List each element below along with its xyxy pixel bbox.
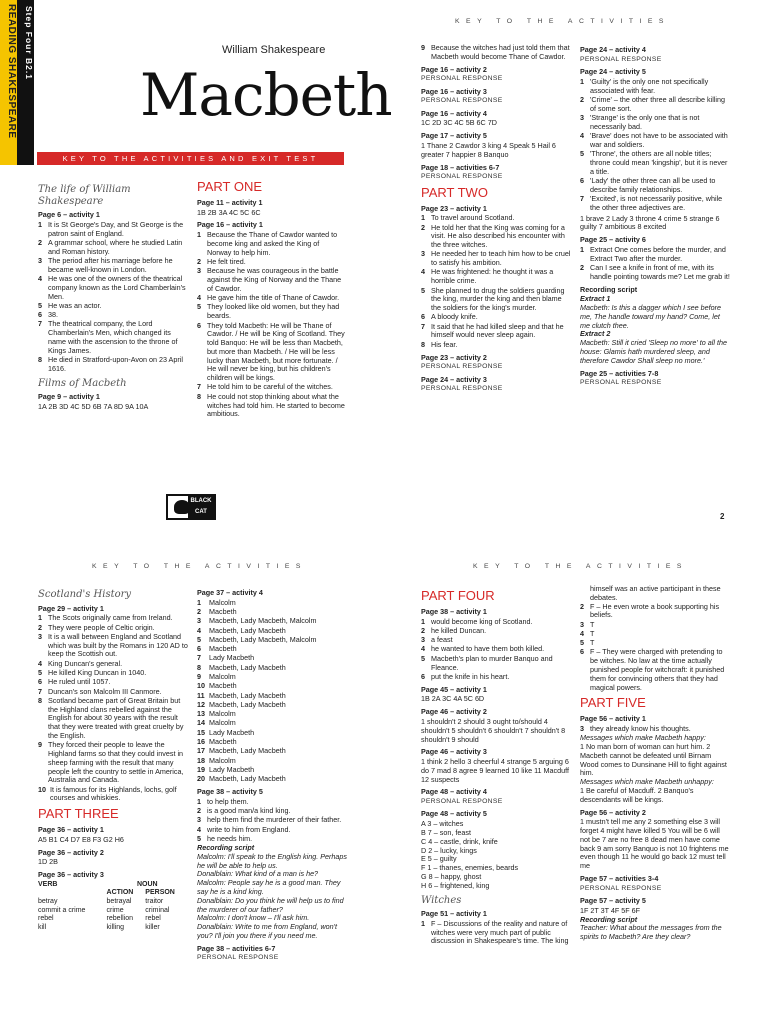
page-heading: Page 24 – activity 5 — [580, 67, 646, 77]
list-item: 5 She planned to drug the soldiers guarding the king, murder the king and then blame the soldiers for the king's murder. — [421, 285, 565, 313]
page-heading: Page 56 – activity 1 — [580, 714, 646, 724]
extract-label: Extract 1 — [580, 294, 611, 304]
series-spine — [0, 0, 34, 165]
page-heading: Page 23 – activity 2 — [421, 352, 487, 362]
list-item: 1 F – Discussions of the reality and nature of witches were very much part of public discussion in Shakespeare's time. The king — [421, 918, 569, 946]
list-item: 5 Macbeth's plan to murder Banquo and Fleance. — [421, 653, 553, 672]
list-item: 6 'Lady' the other three can all be used to describe family relationships. — [580, 175, 716, 194]
list-item: 2 A grammar school, where he studied Latin and Roman history. — [38, 237, 183, 256]
list-item: 6 F – They were charged with pretending to be witches. No law at the time actually punished people for witchcraft: it punished them for convincing others that they had magical powers. — [580, 647, 725, 692]
script-line: Malcolm: I'll speak to the English king. Perhaps he will be able to help us. — [197, 851, 347, 870]
page-heading: Page 48 – activity 4 — [421, 787, 487, 797]
page-heading: Page 38 – activities 6-7 — [197, 943, 276, 953]
list-item: B 7 – son, feast — [421, 828, 471, 838]
part-four-heading: PART FOUR — [421, 588, 495, 603]
list-item: A 3 – witches — [421, 819, 464, 829]
black-cat-logo — [166, 494, 216, 520]
list-item: 2 he killed Duncan. — [421, 625, 487, 635]
list-item: F 1 – thanes, enemies, beards — [421, 863, 519, 873]
page-heading: Page 46 – activity 2 — [421, 707, 487, 717]
list-item: 1 'Guilty' is the only one not specifically associated with fear. — [580, 76, 709, 95]
personal-response: PERSONAL RESPONSE — [421, 75, 503, 83]
list-item: 3 Because he was courageous in the battle against the King of Norway and the Thane of Cawdor. — [197, 266, 342, 293]
list-item: 5 Macbeth, Lady Macbeth, Malcolm — [197, 634, 317, 644]
list-item: 1 Because the Thane of Cawdor wanted to become king and asked the King of Norway to help him. — [197, 230, 338, 257]
answer-line: 1 think 2 hello 3 cheerful 4 strange 5 arguing 6 do 7 mad 8 agree 9 learned 10 like 11 Macduff 12 suspects — [421, 757, 569, 784]
action-header: ACTION — [106, 889, 134, 897]
personal-response: PERSONAL RESPONSE — [421, 798, 503, 806]
answer-list — [421, 214, 571, 349]
page-heading: Page 36 – activity 2 — [38, 847, 104, 857]
column-part-one — [197, 176, 345, 486]
list-item: 1 Malcolm — [197, 597, 236, 607]
page-heading: Page 51 – activity 1 — [421, 909, 487, 919]
answer-list — [38, 221, 188, 374]
banner: KEY TO THE ACTIVITIES AND EXIT TEST — [37, 152, 344, 165]
table-row: commit a crime crime criminal — [38, 906, 170, 914]
list-item: 16 Macbeth — [197, 737, 237, 746]
list-item: 13 Malcolm — [197, 709, 236, 719]
list-item: 6 38. — [38, 310, 58, 320]
subheading: Messages which make Macbeth unhappy: — [580, 777, 714, 787]
list-item: 3 they already know his thoughts. — [580, 724, 691, 734]
list-item: 4 Macbeth, Lady Macbeth — [197, 625, 286, 635]
list-item: 1 would become king of Scotland. — [421, 616, 533, 626]
page-heading: Page 36 – activity 3 — [38, 870, 104, 880]
column-life — [38, 180, 188, 480]
personal-response: PERSONAL RESPONSE — [421, 385, 503, 393]
list-item: 5 T — [580, 638, 595, 648]
page-heading: Page 36 – activity 1 — [38, 825, 104, 835]
script-line: Donalblain: Write to me from England, won't you? I'll join you there if you need me. — [197, 922, 337, 940]
noun-header: NOUN — [136, 880, 158, 888]
answer-line: 1 brave 2 Lady 3 throne 4 crime 5 strange 6 guilty 7 ambitious 8 excited — [580, 213, 720, 232]
page-heading: Page 24 – activity 3 — [421, 374, 487, 384]
word-table — [38, 881, 188, 932]
page-heading: Page 16 – activity 2 — [421, 64, 487, 74]
list-item: 8 His fear. — [421, 339, 458, 349]
history-heading: Scotland's History — [38, 589, 132, 600]
list-item: 7 'Excited', is not necessarily positive, while the other three adjectives are. — [580, 194, 723, 212]
answer-list — [197, 599, 347, 784]
answer-line: 1 No man born of woman can hurt him. 2 Macbeth cannot be defeated until Birnam Wood comes to Dunsinane Hill to fight against him. — [580, 742, 727, 778]
list-item: 4 He was frightened: he thought it was a horrible crime. — [421, 267, 554, 286]
list-item: 3 It is a wall between England and Scotland which was built by the Romans in 120 AD to keep the Scottish out. — [38, 631, 188, 659]
subheading: Messages which make Macbeth happy: — [580, 733, 706, 743]
list-item: 6 A bloody knife. — [421, 312, 478, 322]
list-item: H 6 – frightened, king — [421, 880, 490, 890]
list-item: 4 he wanted to have them both killed. — [421, 644, 545, 654]
answer-line: A5 B1 C4 D7 E8 F3 G2 H6 — [38, 834, 124, 844]
list-item: 5 They looked like old women, but they had beards. — [197, 302, 340, 321]
column-part-five — [580, 585, 730, 1024]
list-item: 9 They forced their people to leave the Highland farms so that they could invest in sheep farming with the result that many people left the country to settle in America, Australia and Canada. — [38, 740, 184, 785]
list-item: 2 He felt tired. — [197, 257, 246, 267]
recording-script-heading: Recording script — [580, 914, 638, 924]
part-five-heading: PART FIVE — [580, 695, 646, 711]
list-item: 1 The Scots originally came from Ireland. — [38, 613, 173, 623]
table-row: rebel rebellion rebel — [38, 915, 161, 923]
page-heading: Page 16 – activity 1 — [197, 220, 263, 230]
list-item: 2 He told her that the King was coming for a visit. He also described his encounter with the three witches. — [421, 222, 565, 250]
list-item: 3 Macbeth, Lady Macbeth, Malcolm — [197, 616, 317, 626]
page-heading: Page 38 – activity 1 — [421, 606, 487, 616]
page-heading: Page 46 – activity 3 — [421, 747, 487, 757]
list-item: 8 He died in Stratford-upon-Avon on 23 April 1616. — [38, 355, 183, 373]
life-heading: The life of William Shakespeare — [38, 184, 131, 207]
list-item: 5 'Throne', the others are all noble titles; throne could mean 'kingship', but it is never a title. — [580, 149, 728, 176]
list-item: 4 'Brave' does not have to be associated with war and soldiers. — [580, 131, 728, 149]
answer-line: 1 Be careful of Macduff. 2 Banquo's descendants will be kings. — [580, 785, 694, 804]
column-part-two — [421, 44, 571, 504]
page-heading: Page 6 – activity 1 — [38, 210, 100, 219]
personal-response: PERSONAL RESPONSE — [421, 173, 503, 181]
answer-line: 1D 2B — [38, 857, 58, 867]
answer-list — [38, 614, 188, 803]
author: William Shakespeare — [222, 44, 326, 56]
answer-line: 1B 2A 3C 4A 5C 6D — [421, 694, 485, 704]
list-item: 3 'Strange' is the only one that is not necessarily bad. — [580, 112, 700, 131]
list-item: 7 The theatrical company, the Lord Chamberlain's Men, which changed its name with the ascension to the throne of Kings James. — [38, 319, 178, 355]
list-item: 17 Macbeth, Lady Macbeth — [197, 746, 286, 756]
page-heading: Page 16 – activity 4 — [421, 108, 487, 118]
recording-script-heading: Recording script — [197, 843, 255, 853]
page-heading: Page 11 – activity 1 — [197, 197, 263, 207]
answer-line: 1A 2B 3D 4C 5D 6B 7A 8D 9A 10A — [38, 401, 149, 411]
personal-response: PERSONAL RESPONSE — [580, 55, 662, 63]
page-heading: Page 45 – activity 1 — [421, 684, 487, 694]
list-item: C 4 – castle, drink, knife — [421, 836, 498, 846]
page-heading: Page 56 – activity 2 — [580, 807, 646, 817]
list-item: 9 Malcolm — [197, 672, 236, 682]
answer-line: 1C 2D 3C 4C 5B 6C 7D — [421, 118, 497, 128]
list-item: E 5 – guilty — [421, 854, 457, 864]
answer-line: 1B 2B 3A 4C 5C 6C — [197, 207, 261, 217]
column-part-three-cont — [197, 585, 347, 1024]
list-item: G 8 – happy, ghost — [421, 871, 482, 881]
list-item: 2 Macbeth — [197, 607, 237, 617]
page-heading: Page 24 – activity 4 — [580, 45, 646, 54]
page-heading: Page 9 – activity 1 — [38, 392, 100, 402]
list-item: 6 Macbeth — [197, 644, 237, 654]
answer-list — [580, 603, 730, 693]
script-line: Donalblain: Do you think he will help us to find the murderer of our father? — [197, 895, 344, 914]
spine-series: READING SHAKESPEARE — [6, 4, 17, 139]
page-heading: Page 37 – activity 4 — [197, 588, 263, 597]
column-activities — [580, 42, 730, 497]
list-item: 3 a feast — [421, 635, 453, 645]
list-item: 3 help them find the murderer of their father. — [197, 815, 342, 825]
extract-text: Macbeth: Still it cried 'Sleep no more' to all the house: Glamis hath murdered sleep, and therefore Cawdor Shall sleep no more.' — [580, 338, 727, 365]
personal-response: PERSONAL RESPONSE — [197, 954, 279, 962]
list-item: 8 Macbeth, Lady Macbeth — [197, 662, 286, 672]
page-heading: Page 18 – activities 6-7 — [421, 162, 500, 172]
list-item: 14 Malcolm — [197, 718, 236, 728]
list-item: 1 Extract One comes before the murder, and Extract Two after the murder. — [580, 244, 726, 263]
continued-text: himself was an active participant in these debates. — [590, 585, 721, 602]
script-line: Malcolm: I don't know – I'll ask him. — [197, 913, 310, 923]
spine-level: Step Four B2.1 — [24, 6, 34, 80]
list-item: 4 He gave him the title of Thane of Cawdor. — [197, 293, 340, 303]
answer-line: 1 Thane 2 Cawdor 3 king 4 Speak 5 Hail 6 greater 7 happier 8 Banquo — [421, 141, 556, 159]
list-item: 11 Macbeth, Lady Macbeth — [197, 690, 286, 700]
list-item: 8 Scotland became part of Great Britain but the Highland clans rebelled against the English for about 30 years with the result that they were treated with great cruelty by the English. — [38, 695, 184, 740]
table-row: kill killing killer — [38, 923, 160, 931]
page-heading: Page 57 – activities 3-4 — [580, 874, 659, 884]
page-number: 2 — [720, 512, 725, 521]
key-header-bottom-right: KEY TO THE ACTIVITIES — [473, 563, 688, 570]
answer-list — [197, 231, 345, 419]
column-history — [38, 585, 188, 1024]
answer-list — [197, 798, 347, 844]
list-item: 12 Macbeth, Lady Macbeth — [197, 699, 286, 709]
list-item: 19 Lady Macbeth — [197, 764, 255, 774]
list-item: 15 Lady Macbeth — [197, 727, 255, 737]
list-item: 1 to help them. — [197, 796, 249, 806]
page-heading: Page 48 – activity 5 — [421, 809, 487, 819]
films-heading: Films of Macbeth — [38, 377, 127, 389]
list-item: 2 F – He even wrote a book supporting his beliefs. — [580, 601, 720, 620]
page-heading: Page 16 – activity 3 — [421, 86, 487, 96]
list-item: 7 It said that he had killed sleep and that he himself would never sleep again. — [421, 321, 564, 340]
page-heading: Page 23 – activity 1 — [421, 203, 487, 213]
list-item: 2 They were people of Celtic origin. — [38, 622, 155, 632]
verb-header: VERB — [38, 880, 58, 888]
list-item: 2 is a good man/a kind king. — [197, 805, 291, 815]
column-part-four — [421, 585, 571, 1024]
recording-script-heading: Recording script — [580, 284, 638, 294]
answer-list — [421, 44, 571, 62]
list-item: 18 Malcolm — [197, 755, 236, 765]
part-one-heading: PART ONE — [197, 179, 263, 194]
list-item: 2 'Crime' – the other three all describe killing of some sort. — [580, 94, 725, 113]
key-header-bottom-left: KEY TO THE ACTIVITIES — [92, 563, 307, 570]
personal-response: PERSONAL RESPONSE — [421, 363, 503, 371]
list-item: 7 Duncan's son Malcolm III Canmore. — [38, 686, 162, 696]
page-heading: Page 17 – activity 5 — [421, 131, 487, 141]
list-item: 6 They told Macbeth: He will be Thane of Cawdor. / He will be King of Scotland. They told Banquo: He will be less than Macbeth, but more than Macbeth. / He will be less lucky than Macbeth, but more fortunate. / He will never be king, but his children's children will be kings. — [197, 320, 345, 383]
script-line: Malcolm: People say he is a good man. They say he is a kind king. — [197, 878, 341, 896]
list-item: 10 It is famous for its Highlands, lochs, golf courses and whiskies. — [38, 784, 177, 803]
part-two-heading: PART TWO — [421, 184, 488, 200]
extract-label: Extract 2 — [580, 329, 611, 339]
list-item: 5 He killed King Duncan in 1040. — [38, 667, 147, 677]
list-item: 2 Can I see a knife in front of me, with its handle pointing towards me? Let me grab it! — [580, 262, 730, 281]
person-header: PERSON — [145, 889, 175, 897]
answer-list — [421, 920, 571, 946]
script-line: Donalblain: What kind of a man is he? — [197, 869, 319, 879]
list-item: 7 He told him to be careful of the witches. — [197, 382, 333, 392]
book-title: Macbeth — [140, 61, 392, 129]
personal-response: PERSONAL RESPONSE — [580, 884, 662, 892]
list-item: 4 T — [580, 628, 595, 638]
list-item: 4 write to him from England. — [197, 824, 291, 834]
list-item: 3 T — [580, 619, 595, 629]
list-item: 1 To travel around Scotland. — [421, 213, 515, 223]
list-item: 7 Lady Macbeth — [197, 653, 255, 663]
list-item: 5 He was an actor. — [38, 300, 102, 310]
list-item: 9 Because the witches had just told them that Macbeth would become Thane of Cawdor. — [421, 44, 570, 61]
personal-response: PERSONAL RESPONSE — [580, 379, 662, 387]
list-item: 6 put the knife in his heart. — [421, 671, 510, 681]
page-heading: Page 25 – activities 7-8 — [580, 368, 659, 378]
list-item: 5 he needs him. — [197, 833, 253, 843]
list-item: 4 He was one of the owners of the theatrical company known as the Lord Chamberlain's Men. — [38, 273, 186, 301]
list-item: 1 It is St George's Day, and St George is the patron saint of England. — [38, 219, 184, 238]
list-item: 10 Macbeth — [197, 681, 237, 691]
list-item: D 2 – lucky, kings — [421, 845, 477, 855]
answer-list — [580, 246, 730, 282]
page-heading: Page 25 – activity 6 — [580, 235, 646, 245]
list-item: 4 King Duncan's general. — [38, 658, 123, 668]
page-heading: Page 29 – activity 1 — [38, 603, 104, 613]
part-three-heading: PART THREE — [38, 806, 119, 822]
page-heading: Page 38 – activity 5 — [197, 786, 263, 796]
list-item: 3 The period after his marriage before he became well-known in London. — [38, 255, 173, 274]
table-row: betray betrayal traitor — [38, 898, 164, 906]
list-item: 6 He ruled until 1057. — [38, 677, 111, 687]
script-line: Teacher: What about the messages from the spirits to Macbeth? Are they clear? — [580, 923, 722, 942]
answer-list — [580, 78, 730, 213]
personal-response: PERSONAL RESPONSE — [421, 97, 503, 105]
list-item: 8 He could not stop thinking about what the witches had told him. He started to become ambitious. — [197, 391, 345, 419]
key-header-top: KEY TO THE ACTIVITIES — [455, 18, 670, 25]
page-heading: Page 57 – activity 5 — [580, 896, 646, 906]
logo-text: BLACK CAT — [188, 496, 214, 518]
answer-line: 1 shouldn't 2 should 3 ought to/should 4 shouldn't 5 shouldn't 6 shouldn't 7 shouldn't 8 shouldn't 9 should — [421, 716, 566, 744]
match-list — [421, 820, 571, 890]
list-item: 20 Macbeth, Lady Macbeth — [197, 774, 286, 784]
answer-line: 1F 2T 3T 4F 5F 6F — [580, 905, 641, 915]
answer-line: 1 mustn't tell me any 2 something else 3 will forget 4 might have killed 5 You will be 6 will not be 7 are no free 8 dead men have come back 9 am sorry Banquo is not 10 frightens me even though 11 he would go back 12 must tell me — [580, 817, 729, 871]
extract-text: Macbeth: Is this a dagger which I see before me, The handle toward my hand? Come, let me clutch thee. — [580, 303, 722, 330]
list-item: 3 He needed her to teach him how to be cruel to satisfy his ambition. — [421, 249, 571, 268]
witches-heading: Witches — [421, 894, 462, 906]
answer-list — [421, 618, 571, 682]
